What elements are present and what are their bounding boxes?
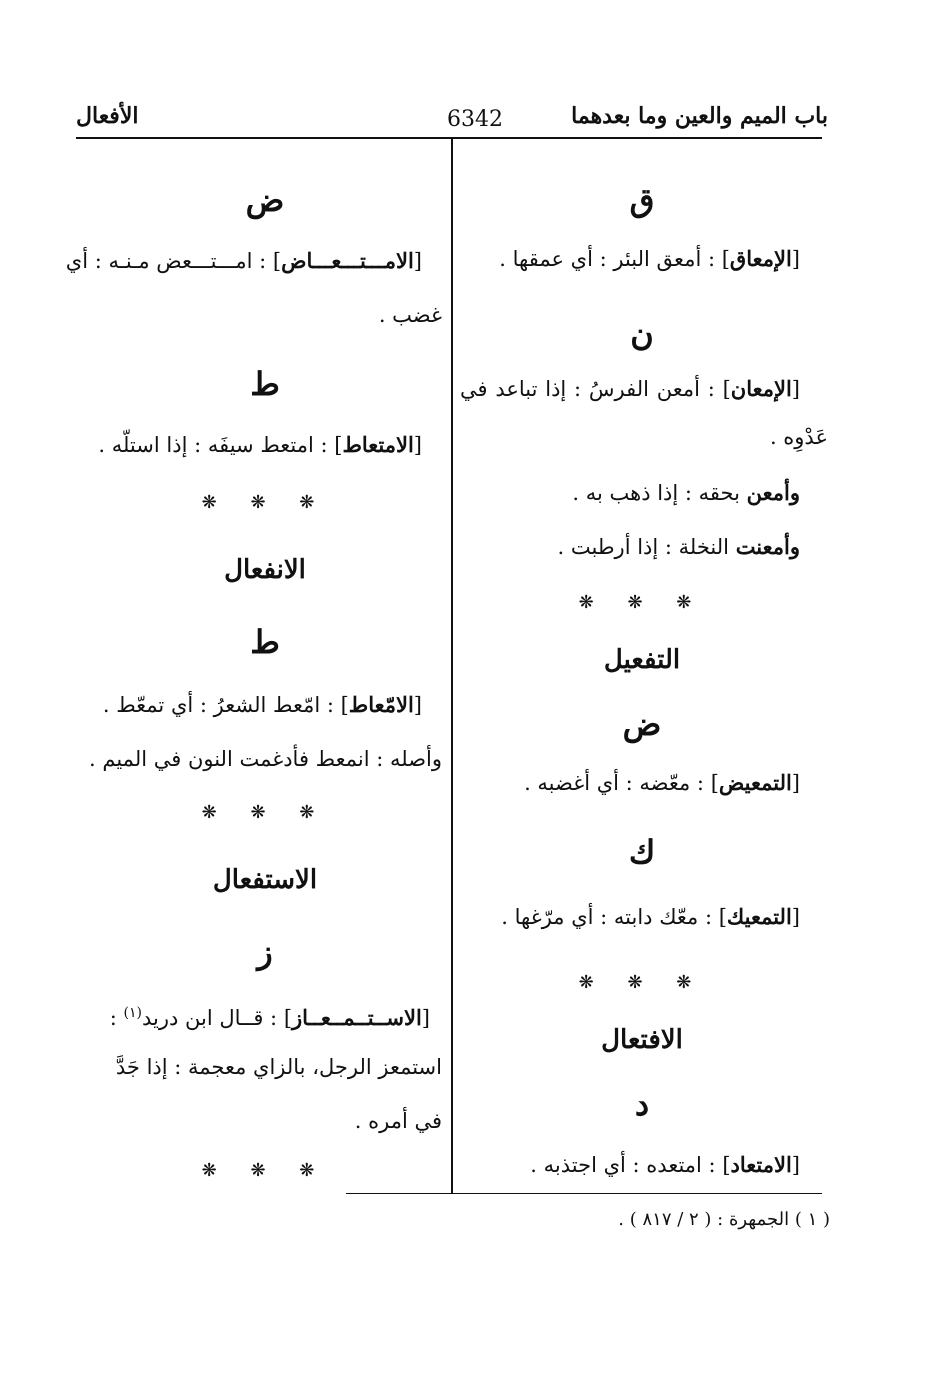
entry-text: النخلة : إذا أرطبت . [557, 535, 729, 559]
header-section-title: الأفعال [76, 103, 139, 129]
entry-continuation: غضب . [378, 303, 442, 327]
footnote-rule [346, 1193, 822, 1194]
entry-text: : قــال ابن دريد [142, 1006, 278, 1030]
separator-stars: ❋ ❋ ❋ [201, 492, 329, 513]
entry-term: الإمعاق [729, 246, 792, 271]
header-chapter-title: باب الميم والعين وما بعدهما [571, 103, 828, 129]
page-number: 6342 [447, 107, 503, 132]
letter-heading-ta: ط [250, 623, 280, 661]
entry-line: [الامّعاط] : امّعط الشعرُ : أي تمعّط . [102, 692, 422, 717]
entry-term: وأمعنت [735, 534, 800, 559]
section-heading-infial: الانفعال [224, 555, 306, 585]
entry-term: الامّعاط [348, 692, 414, 717]
section-heading-istifal: الاستفعال [212, 865, 318, 895]
entry-continuation: في أمره . [354, 1109, 442, 1133]
entry-text: : أمعق البئر : أي عمقها . [499, 247, 716, 271]
entry-line: [الامتعاد] : امتعده : أي اجتذبه . [530, 1152, 800, 1177]
letter-heading-ta: ط [250, 365, 280, 403]
header-rule [76, 137, 822, 139]
entry-term: الاســتــمــعــاز [292, 1005, 422, 1030]
separator-stars: ❋ ❋ ❋ [201, 1160, 329, 1181]
separator-stars: ❋ ❋ ❋ [201, 802, 329, 823]
entry-line: [الامـــتـــعـــاض] : امـــتـــعض مـنـه : أي [65, 248, 422, 273]
section-heading-iftial: الافتعال [601, 1025, 683, 1055]
entry-text: : امتعط سيفَه : إذا استلّه . [98, 433, 328, 457]
section-heading-tafil: التفعيل [603, 645, 681, 675]
entry-term: وأمعن [746, 480, 800, 505]
entry-term: التمعيك [726, 904, 792, 929]
letter-heading-zay: ز [257, 933, 273, 971]
entry-text: : معّك دابته : أي مرّغها . [501, 905, 713, 929]
letter-heading-dad: ض [622, 705, 662, 743]
entry-text: بحقه : إذا ذهب به . [572, 481, 740, 505]
entry-line: [الإمعان] : أمعن الفرسُ : إذا تباعد في [460, 376, 800, 401]
entry-line: [الإمعاق] : أمعق البئر : أي عمقها . [499, 246, 800, 271]
entry-term: الامـــتـــعـــاض [281, 248, 414, 273]
entry-text: : معّضه : أي أغضبه . [524, 771, 705, 795]
entry-text: : امـــتـــعض مـنـه : أي [65, 249, 267, 273]
letter-heading-dal: د [634, 1085, 650, 1123]
letter-heading-kaf: ك [628, 833, 656, 871]
entry-line: [الامتعاط] : امتعط سيفَه : إذا استلّه . [98, 432, 422, 457]
entry-text: : امتعده : أي اجتذبه . [530, 1153, 716, 1177]
entry-term: التمعيض [718, 770, 792, 795]
entry-text-tail: : [109, 1006, 117, 1030]
entry-continuation: استمعز الرجل، بالزاي معجمة : إذا جَدَّ [115, 1055, 442, 1079]
entry-text: : امّعط الشعرُ : أي تمعّط . [102, 693, 334, 717]
entry-line [460, 530, 800, 564]
entry-line: [الاســتــمــعــاز] : قــال ابن دريد$^{(١)}$ : [109, 1005, 430, 1030]
letter-heading-dad: ض [245, 181, 285, 219]
separator-stars: ❋ ❋ ❋ [578, 972, 706, 993]
column-divider [451, 137, 453, 1194]
entry-line [460, 476, 800, 510]
footnote-marker: (١) [123, 1005, 142, 1021]
footnote: ( ١ ) الجمهرة : ( ٢ / ٨١٧ ) . [618, 1209, 830, 1230]
separator-stars: ❋ ❋ ❋ [578, 592, 706, 613]
entry-continuation: عَدْوِه . [769, 425, 828, 449]
letter-heading-qaf: ق [629, 181, 655, 219]
letter-heading-nun: ن [630, 315, 654, 353]
entry-line: [التمعيك] : معّك دابته : أي مرّغها . [501, 904, 800, 929]
entry-term: الامتعاط [342, 432, 414, 457]
entry-text: : أمعن الفرسُ : إذا تباعد في [460, 377, 715, 401]
entry-continuation: وأصله : انمعط فأدغمت النون في الميم . [89, 747, 442, 771]
entry-term: الإمعان [730, 376, 792, 401]
entry-line: [التمعيض] : معّضه : أي أغضبه . [524, 770, 800, 795]
entry-term: الامتعاد [730, 1152, 792, 1177]
